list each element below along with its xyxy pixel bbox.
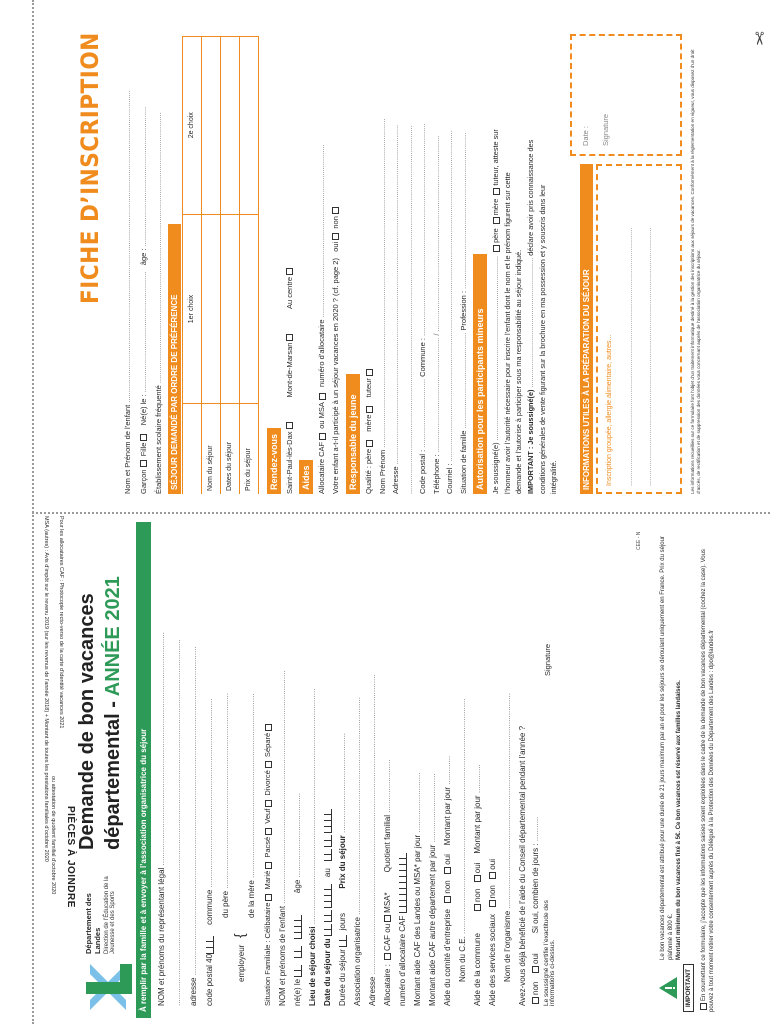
cp-value: 40: [205, 953, 214, 963]
situation-label: Situation Familiale : Célibataire: [263, 902, 272, 1006]
nele-label: né(e) le: [292, 978, 302, 1006]
sexe-line: Garçon Fille Né(e) le : .......................................................... âge : ...................................................................: [138, 106, 148, 494]
nele-label: Né(e) le :: [138, 394, 148, 426]
nom-enfant-line[interactable]: Nom et Prénom de l’enfant ......................................................................................................................................................: [123, 90, 132, 494]
autor-line-2: l’honneur avoir l’autorité nécessaire pour inscrire l’enfant dont le nom et le prénom figurent sur cette: [502, 172, 512, 494]
info-band: INFORMATIONS UTILES À LA PRÉPARATION DU SÉJOUR: [580, 164, 593, 494]
aide-sociaux-line: [489, 526, 497, 1006]
employeur-line: employeur {: [231, 933, 247, 982]
demande-band: À remplir par la famille et à envoyer à l’association organisatrice du séjour: [136, 522, 151, 1018]
nom-enfant-line[interactable]: NOM et prénoms de l’enfant .........................................................................................................: [277, 670, 287, 1006]
prix-label: Prix du séjour: [337, 835, 347, 889]
bon-text-2: Montant minimum du bon vacances fixé à 5€. Ce bon vacances est réservé aux familles landaises.: [675, 680, 682, 960]
important-badge: [658, 964, 694, 1012]
pieces-title: PIÈCES À JOINDRE: [65, 806, 76, 908]
veuf-checkbox[interactable]: [265, 800, 272, 807]
info-line: Inscription groupée, allergie alimentaire, autres...: [606, 334, 613, 486]
nom-organisme-line[interactable]: Nom de l’organisme .................................................................................................: [502, 693, 512, 982]
deja-participe-line: [332, 26, 340, 494]
du-pere-label: du père: [221, 890, 230, 918]
jours-label: jours: [337, 913, 347, 931]
nom-rep-line[interactable]: NOM et prénoms du représentant légal .........................................................................................................: [157, 632, 166, 1006]
sociaux-non-checkbox[interactable]: [489, 901, 496, 908]
marie-checkbox[interactable]: [265, 862, 272, 869]
oui-label: oui: [530, 953, 540, 964]
resp-situation-line: Situation de famille .............................................. Profession : ...........................................................................: [458, 132, 468, 494]
cp-label: code postal: [205, 965, 214, 1006]
deja-oui-checkbox[interactable]: [532, 966, 539, 973]
commune-oui-checkbox[interactable]: [474, 875, 481, 882]
garcon-checkbox[interactable]: [140, 460, 147, 467]
adresse-line[interactable]: adresse ....................................................................................................................................................: [189, 646, 198, 1006]
caf-label: Allocataire CAF: [317, 441, 327, 494]
resp-courriel-line[interactable]: Courriel : ...............................................................................................................................................................: [445, 130, 455, 494]
resp-adresse-line-2[interactable]: .................................................................................................................................................................................: [404, 125, 414, 494]
info-dots-2: .....................................................................................................................................: [646, 227, 653, 486]
autor-mere-label: mère: [491, 198, 501, 216]
montant-caf-line[interactable]: Montant aide CAF des Landes ou MSA* par jour ...........................: [412, 772, 422, 1006]
dates-sejour-1[interactable]: [220, 214, 239, 404]
pere-checkbox[interactable]: [366, 440, 373, 447]
etablissement-line[interactable]: Établissement scolaire fréquenté ..................................................................................................................................: [154, 112, 164, 494]
numero-alloc-label: numéro d’allocataire CAF: [397, 915, 407, 1006]
code-ref: CEE - N: [636, 531, 642, 550]
warning-icon: [658, 976, 678, 1000]
profession-label: Profession :: [458, 290, 468, 331]
fiche-title: FICHE D’INSCRIPTION: [76, 32, 104, 304]
certifie-text: Le soussigné certifie l’exactitude des informations ci-dessus.: [542, 900, 557, 1006]
garcon-label: Garçon: [138, 469, 148, 494]
rdv-3-checkbox[interactable]: [286, 268, 293, 275]
caf-checkbox[interactable]: [319, 433, 326, 440]
resp-adresse-line[interactable]: Adresse ...................................................................................................................................................................: [391, 124, 401, 494]
rgpd-text: [700, 532, 717, 1012]
montant-jour-label: Montant par jour: [442, 786, 452, 846]
date-line: [324, 526, 332, 1006]
cp-label: Code postal :: [418, 449, 428, 494]
oui-checkbox[interactable]: [332, 233, 339, 240]
allocataire-label: Allocataire :: [382, 964, 392, 1006]
divorce-checkbox[interactable]: [265, 761, 272, 768]
title-2-text: départemental -: [102, 696, 124, 850]
msa-checkbox[interactable]: [384, 915, 391, 922]
non-label: non: [330, 216, 340, 229]
rdv-line: [286, 26, 294, 494]
avez-vous-line: Avez-vous déjà bénéficié de l’aide du Conseil départemental pendant l’année ?: [517, 725, 527, 1006]
signature-box[interactable]: [570, 34, 682, 156]
date-label: Date du séjour du: [322, 938, 332, 1006]
autor-mere-checkbox[interactable]: [493, 217, 500, 224]
mere-label: mère: [364, 414, 374, 432]
divorce-label: Divorcé: [263, 770, 272, 796]
sejour-band: SÉJOUR DEMANDÉ PAR ORDRE DE PRÉFÉRENCE: [168, 224, 181, 494]
bon-text-1: Le bon vacances départemental est attribué pour une durée de 21 jours maximum par an et pour les séjours se déroulant uniquement en France. Prix du séjour plafonné à 800 €.: [660, 536, 674, 960]
autor-label: Je soussigné(e): [491, 442, 501, 494]
oui-label: oui: [330, 241, 340, 252]
aides-band: Aides: [299, 460, 313, 494]
situation-line: [264, 526, 272, 1006]
blank-line[interactable]: .....................................................................................................................................................................: [173, 639, 182, 1006]
important-label: IMPORTANT : Je soussigné(e): [526, 389, 536, 494]
autor-line-1: Je soussigné(e) ........................................................................................... père mère tuteur, atteste sur: [491, 129, 501, 494]
aide-commune-line: Aide de la commune non oui Montant par jour .............: [472, 764, 482, 1006]
separe-label: Séparé: [263, 732, 272, 758]
employeur-label: employeur: [237, 944, 246, 982]
resp-band: Responsable du jeune: [346, 374, 360, 494]
label: NOM et prénoms du représentant légal: [157, 867, 166, 1006]
important-label: IMPORTANT: [683, 964, 694, 1012]
label: Lieu de séjour choisi: [307, 926, 317, 1006]
footer-small-text: Les informations recueillies sur ce formulaire font l’objet d’un traitement informatique destiné à la gestion des inscriptions aux séjours de vacances. Conformément à la réglementation en vigueur, vous disposez d’un droit d’accès, de rectification et de suppression des données vous concernant auprès de l’association organisatrice du séjour.: [690, 49, 701, 494]
situation-label: Situation de famille: [458, 430, 468, 494]
dates-sejour-label: Dates du séjour: [220, 404, 239, 494]
numero-alloc-line: [399, 526, 407, 1006]
choix2-header: 2e choix: [182, 37, 201, 215]
montant-autre-line[interactable]: Montant aide CAF autre département par jour ...............................: [427, 773, 437, 1006]
label: Adresse: [367, 976, 377, 1006]
autor-band: Autorisation pour les participants mineurs: [473, 254, 487, 494]
label: adresse: [189, 977, 198, 1006]
autor-pere-label: père: [491, 228, 501, 243]
signature-label: Signature: [542, 643, 552, 676]
non-label: non: [530, 981, 540, 995]
ce-oui-checkbox[interactable]: [444, 867, 451, 874]
du-pere-line[interactable]: du père ........................................................................................: [221, 693, 230, 918]
oui-label: oui: [487, 859, 497, 870]
nom-ce-line[interactable]: Nom du C.E. ..........................................................................................................: [457, 698, 467, 982]
non-label: non: [487, 885, 497, 899]
celibataire-checkbox[interactable]: [265, 894, 272, 901]
aide-sociaux-label: Aide des services sociaux: [487, 913, 497, 1006]
signature-label: Signature: [600, 113, 610, 146]
rgpd-label: En soumettant ce formulaire, j’accepte que les informations saisies soient exploitées dans le cadre de la demande de bon vacances départemental (cochez la case). Vous pouvez à tout moment retirer votre consentement auprès du Délégué à la Protection des Données du Département des Landes : dpo@landes.fr: [701, 549, 715, 1012]
de-la-mere-line[interactable]: de la mère ...................................................................................: [247, 693, 256, 918]
tuteur-checkbox[interactable]: [366, 369, 373, 376]
info-box[interactable]: [596, 164, 682, 494]
non-label: non: [442, 880, 452, 894]
msa-label: MSA*: [382, 892, 392, 913]
label: Nom et Prénom de l’enfant: [123, 404, 132, 494]
duree-label: Durée du séjour: [337, 949, 347, 1006]
lieu-line[interactable]: Lieu de séjour choisi ..........................................................................................................: [307, 688, 317, 1006]
non-label: non: [472, 888, 482, 903]
label: Nom du C.E.: [457, 936, 467, 982]
date-label: Date :: [581, 125, 590, 146]
deja-non-checkbox[interactable]: [532, 997, 539, 1004]
age-label: âge: [292, 879, 302, 894]
rdv-3-label: Au centre: [284, 276, 294, 309]
sociaux-oui-checkbox[interactable]: [489, 872, 496, 879]
autor-tuteur-label: tuteur, atteste sur: [491, 129, 501, 186]
cut-line-horizontal: [32, 512, 770, 514]
oui-label: oui: [472, 862, 482, 874]
msa-label: ou MSA: [317, 402, 327, 429]
non-checkbox[interactable]: [332, 207, 339, 214]
caf-label: CAF ou: [382, 923, 392, 951]
nom-sejour-2[interactable]: [201, 37, 220, 215]
de-la-mere-label: de la mère: [247, 880, 256, 918]
label: Adresse: [391, 466, 401, 494]
rgpd-checkbox[interactable]: [700, 1003, 707, 1010]
allocataire-line: Allocataire CAF ou MSA numéro d’allocataire ...................................................................................: [317, 144, 327, 494]
pacse-checkbox[interactable]: [265, 828, 272, 835]
fille-label: Fille: [138, 442, 148, 457]
label: Établissement scolaire fréquenté: [154, 385, 164, 494]
commune-label: Commune :: [418, 338, 428, 377]
sejour-table: [182, 36, 259, 494]
label: Nom de l’organisme: [502, 910, 512, 982]
asso-line[interactable]: Association organisatrice ..................................................................................................: [352, 697, 362, 1006]
aide-ce-line: Aide du comité d’entreprise non oui Montant par jour .............: [442, 755, 452, 1006]
au-label: au: [322, 868, 332, 878]
qualite-line: [365, 26, 373, 494]
marie-label: Marié: [263, 870, 272, 890]
dates-sejour-2[interactable]: [220, 37, 239, 215]
age-label: âge :: [138, 248, 148, 266]
rdv-1-label: Saint-Paul-lès-Dax: [284, 431, 294, 494]
si-oui-label: Si oui, combien de jours :: [530, 843, 540, 934]
label: Montant aide CAF autre département par jour: [427, 844, 437, 1006]
fiche-inscription-panel: [40, 24, 760, 504]
autor-pere-checkbox[interactable]: [493, 245, 500, 252]
avez-vous-answer-line: non oui Si oui, combien de jours : ...........: [532, 526, 540, 1006]
pere-label: Qualité : père: [364, 448, 374, 494]
pieces-rotated: [43, 516, 77, 1016]
tuteur-label: tuteur: [364, 378, 374, 398]
nele-line: né(e) le âge ......................................: [292, 793, 302, 1006]
nom-sejour-label: Nom du séjour: [201, 404, 220, 494]
important-line-3: intégralité.: [548, 460, 558, 494]
rdv-2-checkbox[interactable]: [286, 334, 293, 341]
label: Téléphone :: [431, 454, 441, 494]
ce-non-checkbox[interactable]: [444, 896, 451, 903]
montant-jour-label: Montant par jour: [472, 795, 482, 854]
commune-label: commune: [205, 889, 214, 925]
prix-sejour-label: Prix du séjour: [239, 404, 258, 494]
label: NOM et prénoms de l’enfant: [277, 905, 287, 1006]
fille-checkbox[interactable]: [140, 434, 147, 441]
prix-sejour-2[interactable]: [239, 37, 258, 215]
dept-name: Département des Landes: [84, 893, 102, 954]
quotient-label: Quotient familial: [382, 815, 392, 873]
autor-tuteur-checkbox[interactable]: [493, 188, 500, 195]
veuf-label: Veuf: [263, 808, 272, 824]
demande-bon-panel: [40, 520, 760, 1020]
important-line-2: conditions générales de vente figurant sur la brochure en ma possession et y souscris dans leur: [537, 184, 547, 494]
pieces-strip: [43, 516, 106, 1016]
oui-label: oui: [442, 854, 452, 865]
nom-sejour-1[interactable]: [201, 214, 220, 404]
resp-nom-line[interactable]: Nom Prénom ..............................................................................................................................................................: [377, 118, 387, 494]
info-dots: .....................................................................................................................................: [627, 227, 634, 486]
pacse-label: Pacsé: [263, 836, 272, 858]
scissors-icon: ✂: [749, 30, 770, 47]
important-line-1: IMPORTANT : Je soussigné(e) ................................................................ déclare avoir pris connaissance des: [526, 139, 536, 494]
pieces-2: ou attestation de quotient familial d’octobre 2020: [50, 776, 57, 895]
aide-commune-label: Aide de la commune: [472, 933, 482, 1006]
label: Courriel :: [445, 463, 455, 494]
label: Association organisatrice: [352, 917, 362, 1006]
pieces-3: MSA (autres) : Avis d’impôt sur le revenu 2019 (sur les revenus de l’année 2018) + Montant de toutes les prestations familiales d’octobre 2020: [43, 516, 49, 862]
cp-line: code postal 40 commune .....................................................................................: [205, 698, 214, 1006]
separe-checkbox[interactable]: [265, 724, 272, 731]
rdv-2-label: Mont-de-Marsan: [284, 342, 294, 398]
rdv-band: Rendez-vous: [267, 428, 281, 494]
numero-alloc-label: numéro d’allocataire: [317, 319, 327, 387]
demande-title-1: Demande de bon vacances: [76, 593, 98, 850]
duree-line: Durée du séjour jours Prix du séjour .............................................: [337, 732, 347, 1006]
direction-name: Direction de l’Éducation de la Jeunesse et des Sports: [104, 876, 116, 954]
pieces-1: Pour les allocataires CAF : Photocopie recto-verso de la carte d’identité vacances 2021: [58, 516, 64, 729]
autor-line-3: demande et l’autorise à participer sous ma responsabilité au séjour indiqué.: [513, 249, 523, 494]
label: Montant aide CAF des Landes ou MSA* par jour: [412, 834, 422, 1006]
allocataire-line: Allocataire : CAF ouMSA* Quotient familial ........................: [382, 759, 392, 1006]
msa-checkbox[interactable]: [319, 393, 326, 400]
commune-non-checkbox[interactable]: [474, 904, 481, 911]
aide-ce-label: Aide du comité d’entreprise: [442, 909, 452, 1006]
annee-text: ANNÉE 2021: [102, 576, 124, 697]
bon-text: [660, 530, 683, 960]
adresse2-line[interactable]: Adresse .......................................................................................................................................: [367, 674, 377, 1006]
mere-checkbox[interactable]: [366, 406, 373, 413]
choix1-header: 1er choix: [182, 214, 201, 404]
cell-empty: [182, 404, 201, 494]
label: Nom Prénom: [377, 449, 387, 494]
prix-sejour-1[interactable]: [239, 214, 258, 404]
important-text: déclare avoir pris connaissance des: [526, 139, 536, 256]
resp-cp-line: Code postal : ................................. Commune : ......................................................................................................: [418, 123, 428, 494]
rdv-1-checkbox[interactable]: [286, 422, 293, 429]
deja-participe-label: Votre enfant a-t-il participé à un séjour vacances en 2020 ? (cf. page 2): [330, 258, 340, 494]
resp-tel-line[interactable]: Téléphone : ....................................................... / ..............................................................................................: [431, 135, 441, 494]
caf-checkbox[interactable]: [384, 953, 391, 960]
